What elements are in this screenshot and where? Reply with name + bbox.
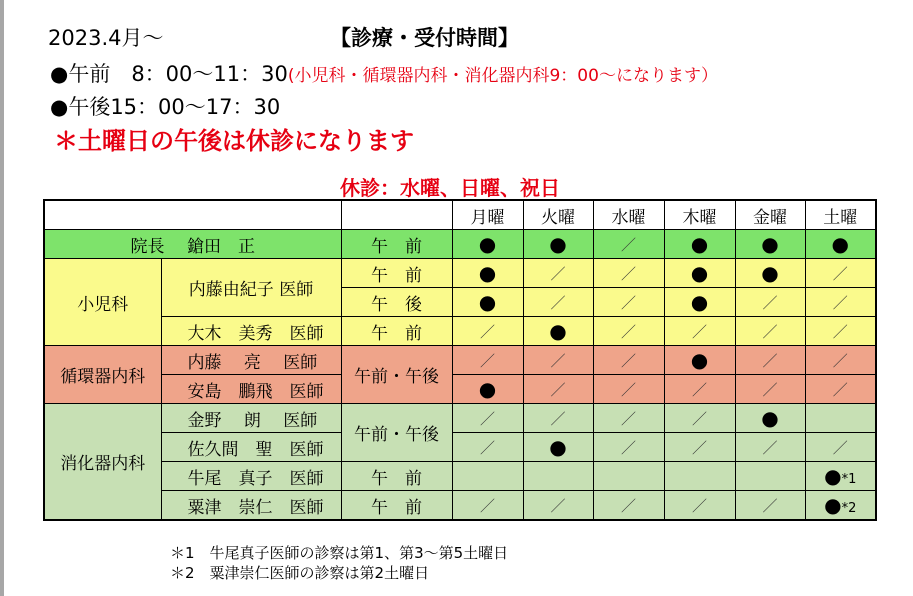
closed-mark: ／ — [735, 346, 805, 375]
empty-cell — [664, 462, 735, 491]
closed-mark: ／ — [593, 375, 664, 404]
footnote-1: ＊1 牛尾真子医師の診察は第1、第3～第5土曜日 — [170, 544, 509, 562]
time-slot: 午 前 — [341, 259, 452, 288]
closed-mark: ／ — [664, 404, 735, 433]
table-row — [44, 317, 876, 346]
am-hours-text: ●午前 8：00～11：30 — [50, 62, 288, 86]
department-label: 小児科 — [44, 259, 161, 346]
empty-cell — [735, 462, 805, 491]
pm-hours: ●午後15：00～17：30 — [50, 95, 281, 119]
header-blank — [44, 200, 341, 230]
day-header: 月曜 — [452, 200, 523, 230]
table-header-row — [44, 200, 876, 230]
left-edge-rule — [0, 0, 4, 596]
doctor-name: 佐久間 聖 医師 — [161, 433, 341, 462]
closed-mark: ／ — [452, 346, 523, 375]
saturday-note: ＊土曜日の午後は休診になります — [54, 127, 414, 155]
table-row — [44, 491, 876, 521]
table-row — [44, 346, 876, 375]
closed-mark: ／ — [593, 317, 664, 346]
day-header: 土曜 — [805, 200, 876, 230]
open-mark: ● — [824, 493, 842, 517]
open-mark: ● — [523, 230, 593, 259]
effective-date: 2023.4月～ — [48, 26, 164, 50]
open-mark: ● — [735, 259, 805, 288]
department-label: 循環器内科 — [44, 346, 161, 404]
doctor-name: 牛尾 真子 医師 — [161, 462, 341, 491]
am-hours-note: (小児科・循環器内科・消化器内科9：00～になります） — [287, 66, 718, 86]
footnoted-open-mark — [805, 491, 876, 521]
closed-mark: ／ — [735, 375, 805, 404]
day-header: 木曜 — [664, 200, 735, 230]
closed-mark: ／ — [523, 346, 593, 375]
footnoted-open-mark — [805, 462, 876, 491]
open-mark: ● — [805, 230, 876, 259]
table-row — [44, 433, 876, 462]
closed-mark: ／ — [805, 288, 876, 317]
open-mark: ● — [452, 288, 523, 317]
open-mark: ● — [664, 346, 735, 375]
doctor-name: 金野 朗 医師 — [161, 404, 341, 433]
closed-mark: ／ — [664, 375, 735, 404]
closed-mark: ／ — [593, 491, 664, 521]
closed-mark: ／ — [735, 433, 805, 462]
time-slot: 午 前 — [341, 491, 452, 521]
department-label: 消化器内科 — [44, 404, 161, 521]
open-mark: ● — [735, 404, 805, 433]
open-mark: ● — [452, 259, 523, 288]
empty-cell — [593, 462, 664, 491]
closed-mark: ／ — [735, 288, 805, 317]
closed-mark: ／ — [735, 491, 805, 521]
open-mark: ● — [452, 230, 523, 259]
closed-days: 休診：水曜、日曜、祝日 — [340, 176, 560, 200]
page-title: 【診療・受付時間】 — [330, 26, 519, 50]
director-name: 院長 鎗田 正 — [44, 230, 341, 259]
open-mark: ● — [452, 375, 523, 404]
open-mark: ● — [824, 464, 842, 488]
closed-mark: ／ — [593, 433, 664, 462]
time-slot: 午 前 — [341, 317, 452, 346]
empty-cell — [805, 404, 876, 433]
time-slot: 午 前 — [341, 462, 452, 491]
closed-mark: ／ — [593, 288, 664, 317]
closed-mark: ／ — [452, 317, 523, 346]
closed-mark: ／ — [452, 404, 523, 433]
closed-mark: ／ — [452, 491, 523, 521]
footnote-ref: *1 — [841, 472, 857, 487]
closed-mark: ／ — [664, 317, 735, 346]
doctor-name: 大木 美秀 医師 — [161, 317, 341, 346]
table-row — [44, 404, 876, 433]
closed-mark: ／ — [805, 346, 876, 375]
open-mark: ● — [523, 433, 593, 462]
closed-mark: ／ — [593, 404, 664, 433]
footnote-ref: *2 — [841, 501, 857, 516]
closed-mark: ／ — [664, 491, 735, 521]
closed-mark: ／ — [523, 259, 593, 288]
closed-mark: ／ — [593, 346, 664, 375]
day-header: 水曜 — [593, 200, 664, 230]
open-mark: ● — [523, 317, 593, 346]
header-time — [341, 200, 452, 230]
closed-mark: ／ — [523, 491, 593, 521]
closed-mark: ／ — [523, 288, 593, 317]
closed-mark: ／ — [664, 433, 735, 462]
open-mark: ● — [735, 230, 805, 259]
closed-mark: ／ — [805, 259, 876, 288]
table-row — [44, 230, 876, 259]
time-slot: 午前・午後 — [341, 404, 452, 462]
closed-mark: ／ — [523, 375, 593, 404]
open-mark: ● — [664, 230, 735, 259]
open-mark: ● — [664, 288, 735, 317]
empty-cell — [523, 462, 593, 491]
empty-cell — [452, 462, 523, 491]
closed-mark: ／ — [523, 404, 593, 433]
time-slot: 午 前 — [341, 230, 452, 259]
closed-mark: ／ — [805, 317, 876, 346]
schedule-table — [43, 199, 877, 521]
time-slot: 午前・午後 — [341, 346, 452, 404]
table-row — [44, 462, 876, 491]
footnote-2: ＊2 粟津崇仁医師の診察は第2土曜日 — [170, 564, 430, 582]
table-row — [44, 375, 876, 404]
doctor-name: 粟津 崇仁 医師 — [161, 491, 341, 521]
closed-mark: ／ — [593, 230, 664, 259]
doctor-name: 内藤 亮 医師 — [161, 346, 341, 375]
closed-mark: ／ — [593, 259, 664, 288]
closed-mark: ／ — [452, 433, 523, 462]
doctor-name: 内藤由紀子 医師 — [161, 259, 341, 317]
open-mark: ● — [664, 259, 735, 288]
time-slot: 午 後 — [341, 288, 452, 317]
day-header: 金曜 — [735, 200, 805, 230]
closed-mark: ／ — [805, 375, 876, 404]
doctor-name: 安島 鵬飛 医師 — [161, 375, 341, 404]
closed-mark: ／ — [805, 433, 876, 462]
table-row — [44, 259, 876, 288]
am-hours — [50, 58, 718, 88]
closed-mark: ／ — [735, 317, 805, 346]
day-header: 火曜 — [523, 200, 593, 230]
